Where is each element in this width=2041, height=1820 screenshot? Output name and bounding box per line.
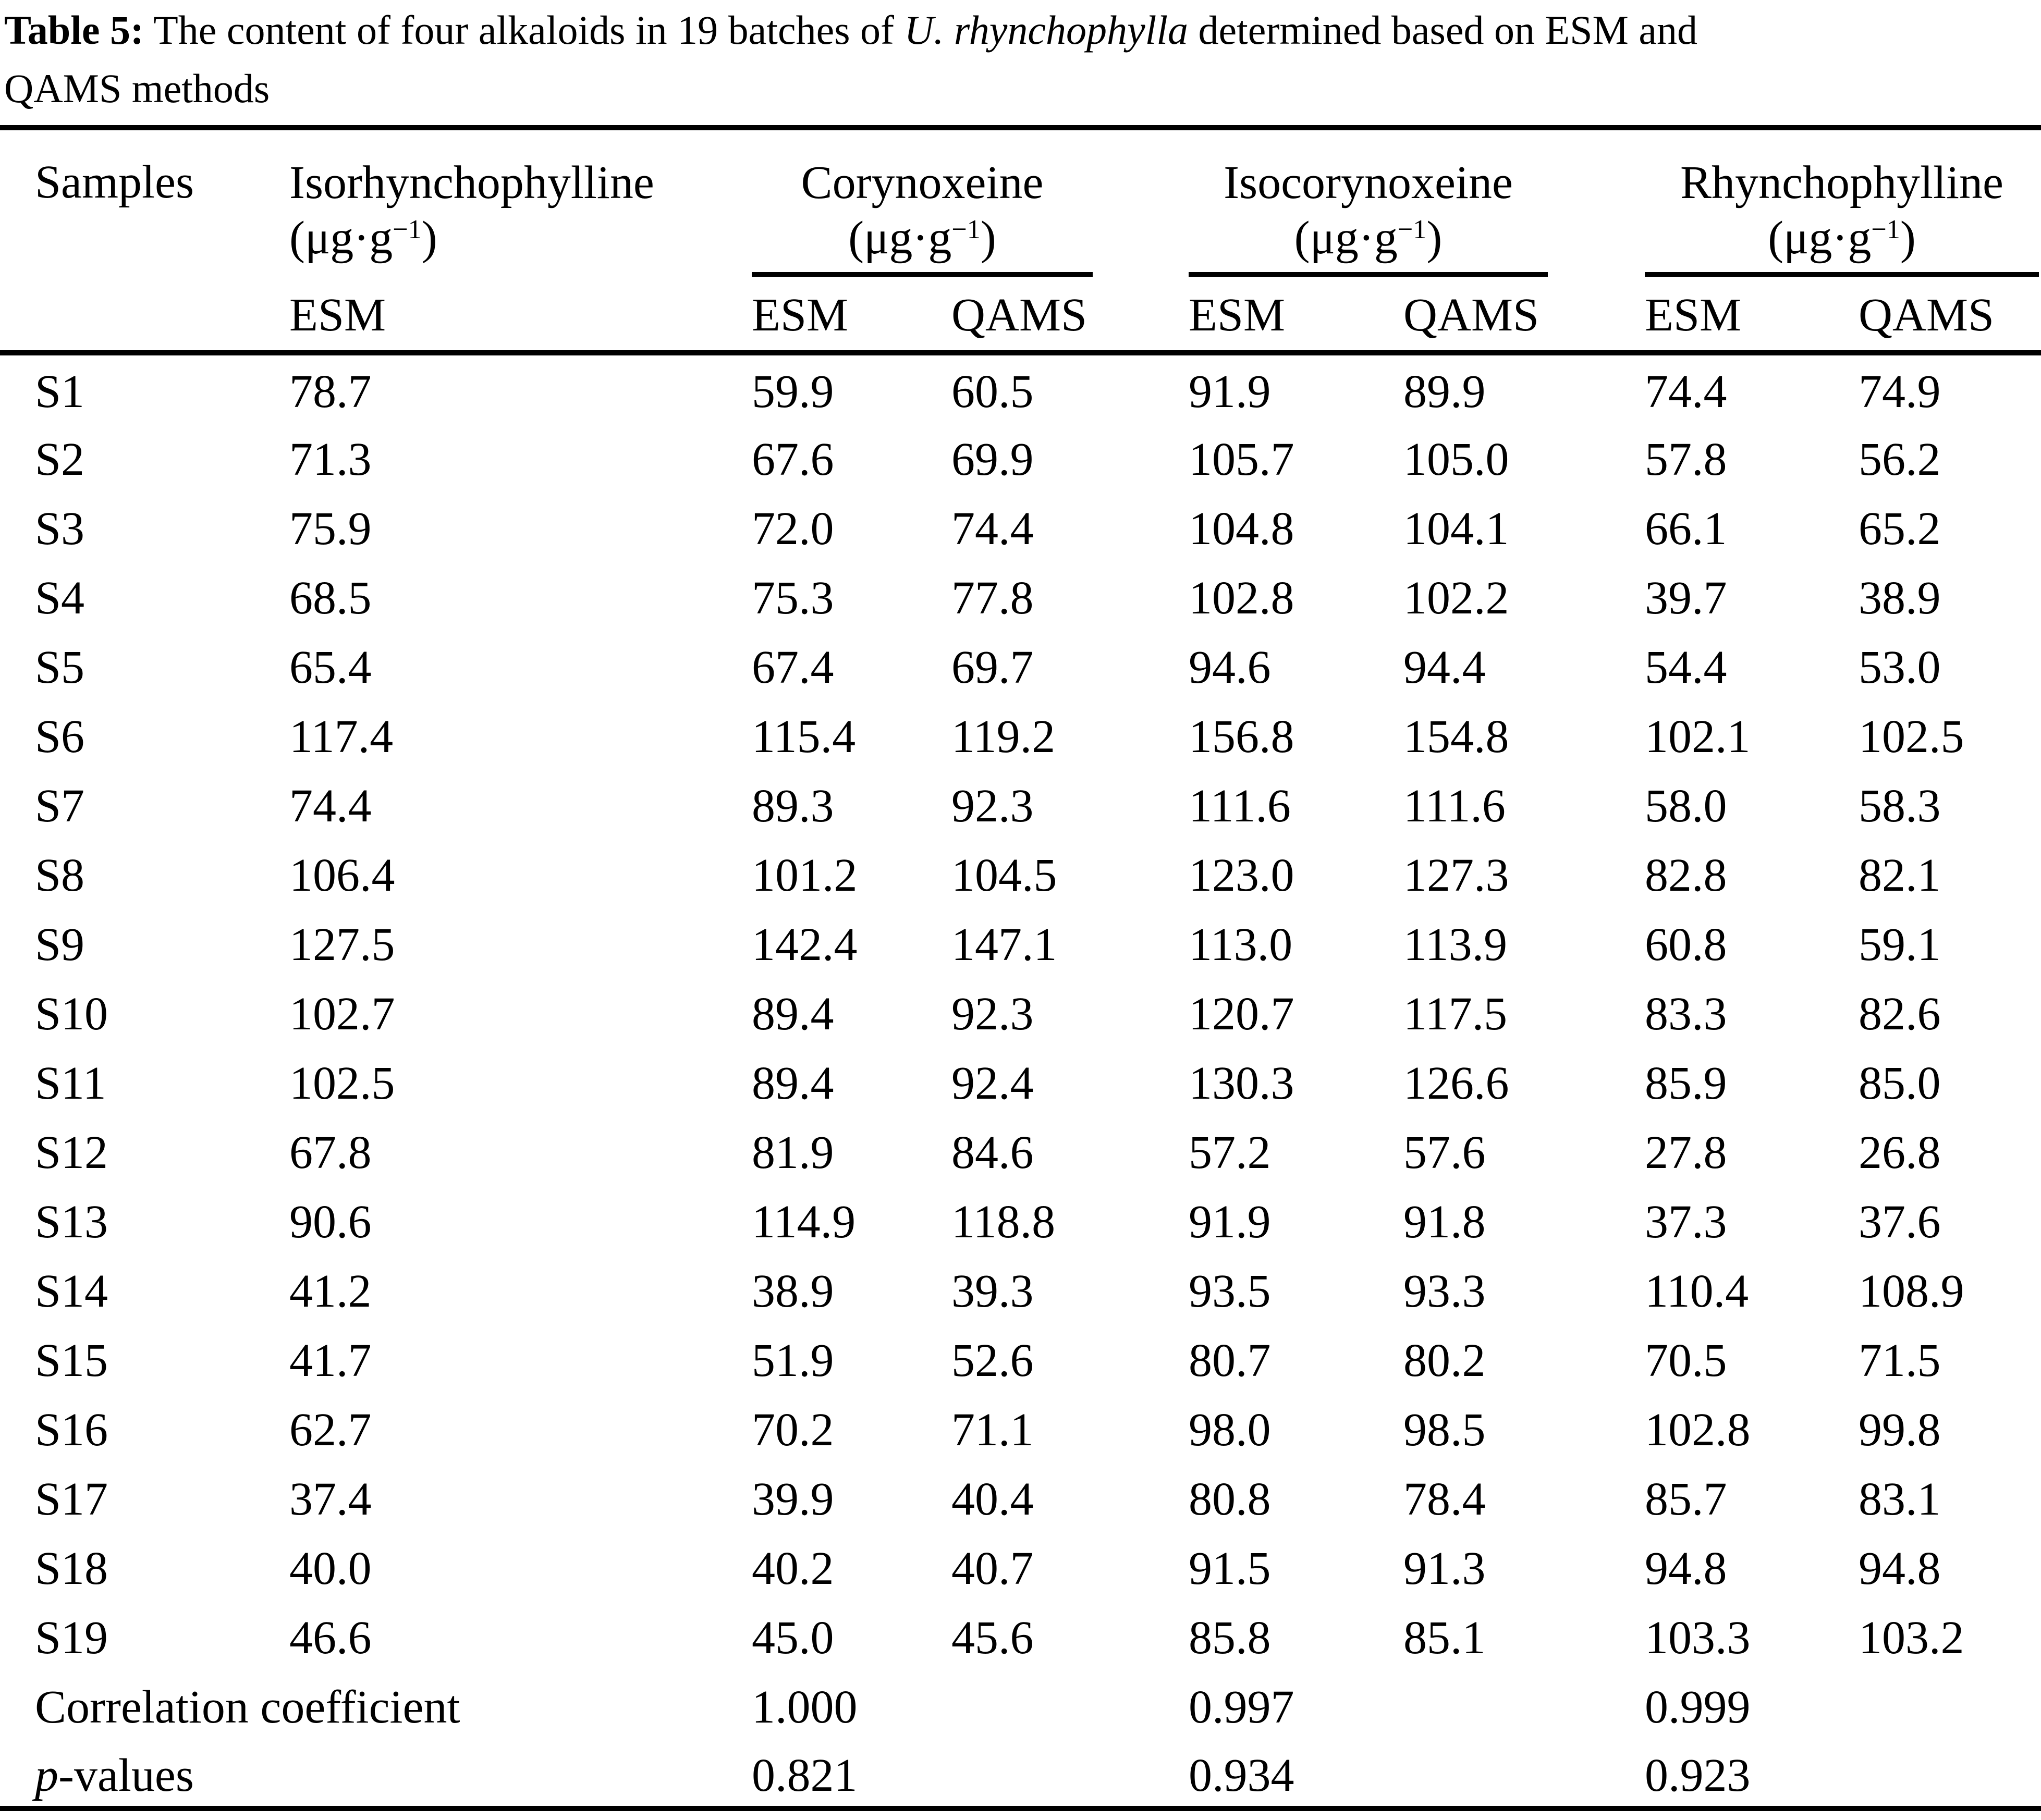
value-cell: 80.7 (1189, 1335, 1271, 1386)
sample-cell: S19 (35, 1612, 108, 1664)
value-cell: 85.8 (1189, 1612, 1271, 1664)
footer-value-cell: 0.923 (1645, 1749, 1751, 1801)
table-row (0, 1254, 2041, 1323)
value-cell: 45.6 (951, 1612, 1034, 1664)
method-header-esm: ESM (289, 277, 752, 353)
sample-cell: S4 (35, 572, 85, 624)
value-cell: 93.3 (1403, 1265, 1486, 1317)
value-cell: 75.9 (289, 503, 372, 555)
value-cell: 94.6 (1189, 642, 1271, 693)
value-cell: 111.6 (1403, 780, 1506, 832)
analyte-unit: $(\mu g\cdot g^{-1})$ (1294, 212, 1443, 264)
value-cell: 98.5 (1403, 1404, 1486, 1456)
table-header (0, 128, 2041, 353)
superscript-exponent: −1 (393, 214, 422, 245)
value-cell: 120.7 (1189, 988, 1294, 1040)
value-cell: 91.8 (1403, 1196, 1486, 1248)
table-row (0, 699, 2041, 769)
value-cell: 70.2 (752, 1404, 834, 1456)
value-cell: 69.9 (951, 434, 1034, 485)
title-text-end: determined based on ESM and (1188, 7, 1697, 53)
value-cell: 92.4 (951, 1057, 1034, 1109)
value-cell: 102.2 (1403, 572, 1509, 624)
value-cell: 67.6 (752, 434, 834, 485)
value-cell: 115.4 (752, 711, 856, 763)
table-row (0, 977, 2041, 1046)
sample-cell: S1 (35, 365, 85, 417)
value-cell: 85.7 (1645, 1473, 1727, 1525)
value-cell: 41.2 (289, 1265, 372, 1317)
sample-cell: S18 (35, 1543, 108, 1594)
table-row (0, 353, 2041, 422)
value-cell: 89.4 (752, 988, 834, 1040)
value-cell: 102.8 (1189, 572, 1294, 624)
sample-cell: S14 (35, 1265, 108, 1317)
value-cell: 52.6 (951, 1335, 1034, 1386)
value-cell: 41.7 (289, 1335, 372, 1386)
value-cell: 105.7 (1189, 434, 1294, 485)
value-cell: 40.0 (289, 1543, 372, 1594)
value-cell: 75.3 (752, 572, 834, 624)
value-cell: 40.2 (752, 1543, 834, 1594)
sample-cell: S13 (35, 1196, 108, 1248)
footer-value-cell: 0.934 (1189, 1749, 1294, 1801)
sample-cell: S15 (35, 1335, 108, 1386)
table-footer-row (0, 1739, 2041, 1809)
value-cell: 101.2 (752, 850, 858, 901)
table-row (0, 630, 2041, 699)
value-cell: 74.4 (951, 503, 1034, 555)
value-cell: 39.7 (1645, 572, 1727, 624)
spacer-cell (1403, 1670, 1645, 1739)
spacer-cell (1859, 1670, 2041, 1739)
value-cell: 104.5 (951, 850, 1057, 901)
value-cell: 68.5 (289, 572, 372, 624)
value-cell: 82.8 (1645, 850, 1727, 901)
value-cell: 67.4 (752, 642, 834, 693)
value-cell: 59.1 (1859, 919, 1941, 970)
method-header-esm: ESM (752, 277, 951, 353)
value-cell: 27.8 (1645, 1127, 1727, 1178)
sample-cell: S9 (35, 919, 85, 970)
table-row (0, 491, 2041, 561)
value-cell: 59.9 (752, 365, 834, 417)
value-cell: 53.0 (1859, 642, 1941, 693)
analyte-name: Corynoxeine (801, 157, 1044, 208)
value-cell: 57.8 (1645, 434, 1727, 485)
value-cell: 60.8 (1645, 919, 1727, 970)
title-line-2: QAMS methods (4, 66, 270, 111)
value-cell: 38.9 (752, 1265, 834, 1317)
value-cell: 72.0 (752, 503, 834, 555)
value-cell: 37.4 (289, 1473, 372, 1525)
value-cell: 66.1 (1645, 503, 1727, 555)
value-cell: 130.3 (1189, 1057, 1294, 1109)
superscript-exponent: −1 (951, 214, 981, 245)
value-cell: 40.7 (951, 1543, 1034, 1594)
value-cell: 117.5 (1403, 988, 1508, 1040)
value-cell: 118.8 (951, 1196, 1056, 1248)
value-cell: 114.9 (752, 1196, 856, 1248)
value-cell: 91.3 (1403, 1543, 1486, 1594)
value-cell: 83.3 (1645, 988, 1727, 1040)
value-cell: 91.9 (1189, 365, 1271, 417)
value-cell: 108.9 (1859, 1265, 1964, 1317)
value-cell: 58.0 (1645, 780, 1727, 832)
table-row (0, 1462, 2041, 1531)
col-header-corynoxeine (752, 128, 1189, 277)
value-cell: 102.8 (1645, 1404, 1751, 1456)
method-header-esm: ESM (1189, 277, 1403, 353)
value-cell: 57.2 (1189, 1127, 1271, 1178)
value-cell: 46.6 (289, 1612, 372, 1664)
value-cell: 113.9 (1403, 919, 1508, 970)
table-row (0, 561, 2041, 630)
superscript-exponent: −1 (1871, 214, 1900, 245)
value-cell: 104.1 (1403, 503, 1509, 555)
header-method-row (0, 277, 2041, 353)
value-cell: 85.0 (1859, 1057, 1941, 1109)
col-header-isorhynchophylline (289, 128, 752, 277)
page-title (4, 1, 2038, 118)
value-cell: 117.4 (289, 711, 394, 763)
table-row (0, 1046, 2041, 1115)
value-cell: 90.6 (289, 1196, 372, 1248)
value-cell: 142.4 (752, 919, 858, 970)
analyte-unit: $(\mu g\cdot g^{-1})$ (289, 212, 437, 264)
value-cell: 56.2 (1859, 434, 1941, 485)
sample-cell: S17 (35, 1473, 108, 1525)
analyte-unit: $(\mu g\cdot g^{-1})$ (1768, 212, 1916, 264)
title-table-number: Table 5: (4, 7, 144, 53)
value-cell: 80.8 (1189, 1473, 1271, 1525)
sample-cell: S7 (35, 780, 85, 832)
table-row (0, 907, 2041, 977)
spacer-cell (1859, 1739, 2041, 1809)
value-cell: 98.0 (1189, 1404, 1271, 1456)
value-cell: 38.9 (1859, 572, 1941, 624)
value-cell: 94.8 (1645, 1543, 1727, 1594)
value-cell: 39.3 (951, 1265, 1034, 1317)
value-cell: 85.9 (1645, 1057, 1727, 1109)
table-row (0, 1185, 2041, 1254)
value-cell: 127.3 (1403, 850, 1509, 901)
value-cell: 70.5 (1645, 1335, 1727, 1386)
value-cell: 80.2 (1403, 1335, 1486, 1386)
table-row (0, 1531, 2041, 1601)
value-cell: 94.4 (1403, 642, 1486, 693)
sample-cell: S2 (35, 434, 85, 485)
value-cell: 92.3 (951, 988, 1034, 1040)
footer-value-cell: 0.997 (1189, 1681, 1294, 1733)
table-row (0, 1393, 2041, 1462)
footer-value-cell: 1.000 (752, 1681, 858, 1733)
value-cell: 37.6 (1859, 1196, 1941, 1248)
value-cell: 92.3 (951, 780, 1034, 832)
value-cell: 82.1 (1859, 850, 1941, 901)
value-cell: 74.4 (1645, 365, 1727, 417)
value-cell: 102.7 (289, 988, 395, 1040)
sample-cell: S10 (35, 988, 108, 1040)
footer-label: Correlation coefficient (35, 1681, 460, 1733)
value-cell: 74.9 (1859, 365, 1941, 417)
table-row (0, 838, 2041, 907)
value-cell: 45.0 (752, 1612, 834, 1664)
title-species-italic: U. rhynchophylla (904, 7, 1189, 53)
table-row (0, 422, 2041, 491)
italic-p: p (35, 1749, 58, 1801)
value-cell: 89.3 (752, 780, 834, 832)
footer-value-cell: 0.821 (752, 1749, 858, 1801)
value-cell: 94.8 (1859, 1543, 1941, 1594)
method-header-esm: ESM (1645, 277, 1859, 353)
value-cell: 74.4 (289, 780, 372, 832)
value-cell: 147.1 (951, 919, 1057, 970)
value-cell: 83.1 (1859, 1473, 1941, 1525)
value-cell: 71.1 (951, 1404, 1034, 1456)
value-cell: 156.8 (1189, 711, 1294, 763)
value-cell: 57.6 (1403, 1127, 1486, 1178)
value-cell: 69.7 (951, 642, 1034, 693)
table-footer-row (0, 1670, 2041, 1739)
value-cell: 77.8 (951, 572, 1034, 624)
value-cell: 119.2 (951, 711, 1056, 763)
col-header-isocorynoxeine (1189, 128, 1645, 277)
value-cell: 91.5 (1189, 1543, 1271, 1594)
value-cell: 65.2 (1859, 503, 1941, 555)
value-cell: 102.5 (289, 1057, 395, 1109)
value-cell: 58.3 (1859, 780, 1941, 832)
value-cell: 127.5 (289, 919, 395, 970)
sample-cell: S5 (35, 642, 85, 693)
spacer-cell (1403, 1739, 1645, 1809)
value-cell: 82.6 (1859, 988, 1941, 1040)
spacer-cell (951, 1739, 1189, 1809)
samples-header: Samples (35, 156, 194, 208)
sample-cell: S16 (35, 1404, 108, 1456)
footer-value-cell: 0.999 (1645, 1681, 1751, 1733)
value-cell: 51.9 (752, 1335, 834, 1386)
table-body (0, 353, 2041, 1809)
value-cell: 106.4 (289, 850, 395, 901)
table-row (0, 1115, 2041, 1185)
col-header-rhynchophylline (1645, 128, 2041, 277)
value-cell: 81.9 (752, 1127, 834, 1178)
value-cell: 85.1 (1403, 1612, 1486, 1664)
value-cell: 110.4 (1645, 1265, 1749, 1317)
value-cell: 105.0 (1403, 434, 1509, 485)
sample-cell: S6 (35, 711, 85, 763)
method-header-qams: QAMS (951, 277, 1189, 353)
value-cell: 89.9 (1403, 365, 1486, 417)
analyte-name: Isocorynoxeine (1224, 157, 1513, 208)
analyte-unit: $(\mu g\cdot g^{-1})$ (848, 212, 996, 264)
footer-label: p-values (35, 1749, 194, 1801)
value-cell: 111.6 (1189, 780, 1291, 832)
analyte-name: Rhynchophylline (1680, 157, 2003, 208)
value-cell: 103.2 (1859, 1612, 1964, 1664)
table-row (0, 769, 2041, 838)
value-cell: 39.9 (752, 1473, 834, 1525)
value-cell: 40.4 (951, 1473, 1034, 1525)
value-cell: 89.4 (752, 1057, 834, 1109)
value-cell: 54.4 (1645, 642, 1727, 693)
sample-cell: S8 (35, 850, 85, 901)
table-row (0, 1323, 2041, 1393)
value-cell: 102.5 (1859, 711, 1964, 763)
value-cell: 93.5 (1189, 1265, 1271, 1317)
value-cell: 37.3 (1645, 1196, 1727, 1248)
value-cell: 65.4 (289, 642, 372, 693)
value-cell: 113.0 (1189, 919, 1293, 970)
value-cell: 60.5 (951, 365, 1034, 417)
value-cell: 104.8 (1189, 503, 1294, 555)
spacer-cell (951, 1670, 1189, 1739)
value-cell: 123.0 (1189, 850, 1294, 901)
value-cell: 62.7 (289, 1404, 372, 1456)
alkaloid-content-table (0, 125, 2041, 1811)
method-header-qams: QAMS (1403, 277, 1645, 353)
value-cell: 78.4 (1403, 1473, 1486, 1525)
sample-cell: S12 (35, 1127, 108, 1178)
value-cell: 71.3 (289, 434, 372, 485)
sample-cell: S3 (35, 503, 85, 555)
value-cell: 84.6 (951, 1127, 1034, 1178)
value-cell: 126.6 (1403, 1057, 1509, 1109)
value-cell: 103.3 (1645, 1612, 1751, 1664)
value-cell: 102.1 (1645, 711, 1751, 763)
empty-header-cell (0, 277, 289, 353)
sample-cell: S11 (35, 1057, 106, 1109)
title-line-1 (4, 1, 2038, 59)
superscript-exponent: −1 (1397, 214, 1427, 245)
title-text: The content of four alkaloids in 19 batches of (144, 7, 905, 53)
value-cell: 154.8 (1403, 711, 1509, 763)
table-row (0, 1601, 2041, 1670)
header-group-row (0, 128, 2041, 277)
value-cell: 91.9 (1189, 1196, 1271, 1248)
method-header-qams: QAMS (1859, 277, 2041, 353)
value-cell: 78.7 (289, 365, 372, 417)
value-cell: 67.8 (289, 1127, 372, 1178)
value-cell: 26.8 (1859, 1127, 1941, 1178)
value-cell: 71.5 (1859, 1335, 1941, 1386)
value-cell: 99.8 (1859, 1404, 1941, 1456)
analyte-name: Isorhynchophylline (289, 157, 654, 208)
